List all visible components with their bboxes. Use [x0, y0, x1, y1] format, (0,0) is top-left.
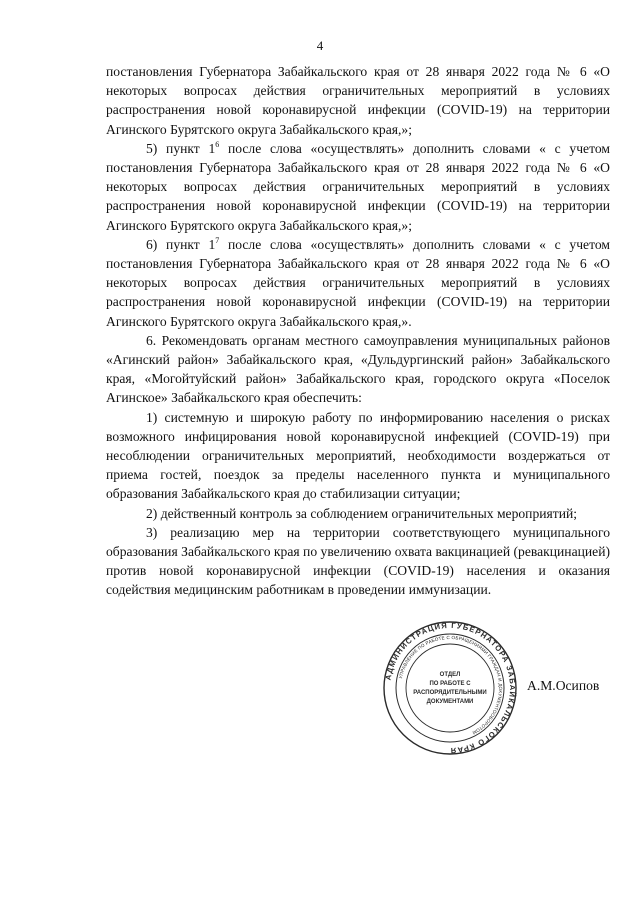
stamp-inner-text: УПРАВЛЕНИЕ ПО РАБОТЕ С ОБРАЩЕНИЯМИ ГРАЖДАН И ДОКУМЕНТООБОРОТОМ: [397, 634, 504, 736]
stamp-inner-ring: [406, 644, 494, 732]
document-body: [106, 62, 610, 600]
item-5-rest: после слова «осуществлять» дополнить словами « с учетом постановления Губернатора Забайкальского края от 28 января 2022 года № 6 «О некоторых вопросах действия ограничительных мероприятий в условиях распространения новой коронавирусной инфекции (COVID-19) на территории Агинского Бурятского округа Забайкальского края,»;: [106, 140, 610, 233]
list-item-1: 1) системную и широкую работу по информированию населения о рисках возможного инфицирования новой коронавирусной инфекцией (COVID-19) при несоблюдении ограничительных мероприятий, необходимости воздержаться от приема гостей, поездок за пределы населенного пункта и муниципального образования Забайкальского края до стабилизации ситуации;: [106, 409, 610, 502]
stamp-center-line-4: ДОКУМЕНТАМИ: [426, 699, 474, 705]
list-item-3: 3) реализацию мер на территории соответствующего муниципального образования Забайкальского края по увеличению охвата вакцинацией (ревакцинацией) против новой коронавирусной инфекции (COVID-19) населения и оказания содействия медицинским работникам в проведении иммунизации.: [106, 524, 610, 598]
paragraph-continuation: постановления Губернатора Забайкальского края от 28 января 2022 года № 6 «О некоторых вопросах действия ограничительных мероприятий в условиях распространения новой коронавирусной инфекции (COVID-19) на территории Агинского Бурятского округа Забайкальского края,»;: [106, 64, 610, 137]
paragraph-item-6: [106, 235, 610, 331]
stamp-center-line-3: РАСПОРЯДИТЕЛЬНЫМИ: [413, 690, 487, 696]
page-number: 4: [316, 38, 324, 53]
list-item-2: 2) действенный контроль за соблюдением ограничительных мероприятий;: [146, 505, 578, 521]
paragraph-recommend: 6. Рекомендовать органам местного самоуправления муниципальных районов «Агинский район» Забайкальского края, «Дульдургинский район» Забайкальского края, «Могойтуйский район» Забайкальского края, городского округа «Поселок Агинское» Забайкальского края обеспечить:: [106, 332, 610, 406]
stamp-middle-ring: [396, 634, 504, 742]
item-5-superscript: 6: [215, 139, 220, 149]
item-6-rest: после слова «осуществлять» дополнить словами « с учетом постановления Губернатора Забайкальского края от 28 января 2022 года № 6 «О некоторых вопросах действия ограничительных мероприятий в условиях распространения новой коронавирусной инфекции (COVID-19) на территории Агинского Бурятского округа Забайкальского края,».: [106, 236, 610, 329]
item-6-lead: 6) пункт 1: [146, 236, 216, 252]
paragraph-item-5: [106, 139, 610, 235]
item-5-lead: 5) пункт 1: [146, 140, 216, 156]
signatory-name: А.М.Осипов: [527, 678, 600, 693]
stamp-outer-text: АДМИНИСТРАЦИЯ ГУБЕРНАТОРА ЗАБАЙКАЛЬСКОГО КРАЯ: [383, 620, 518, 756]
stamp-center-line-2: ПО РАБОТЕ С: [429, 681, 471, 687]
stamp-center-text: [413, 672, 486, 705]
official-stamp: [382, 620, 518, 756]
stamp-center-line-1: ОТДЕЛ: [439, 672, 461, 678]
item-6-superscript: 7: [215, 235, 220, 245]
